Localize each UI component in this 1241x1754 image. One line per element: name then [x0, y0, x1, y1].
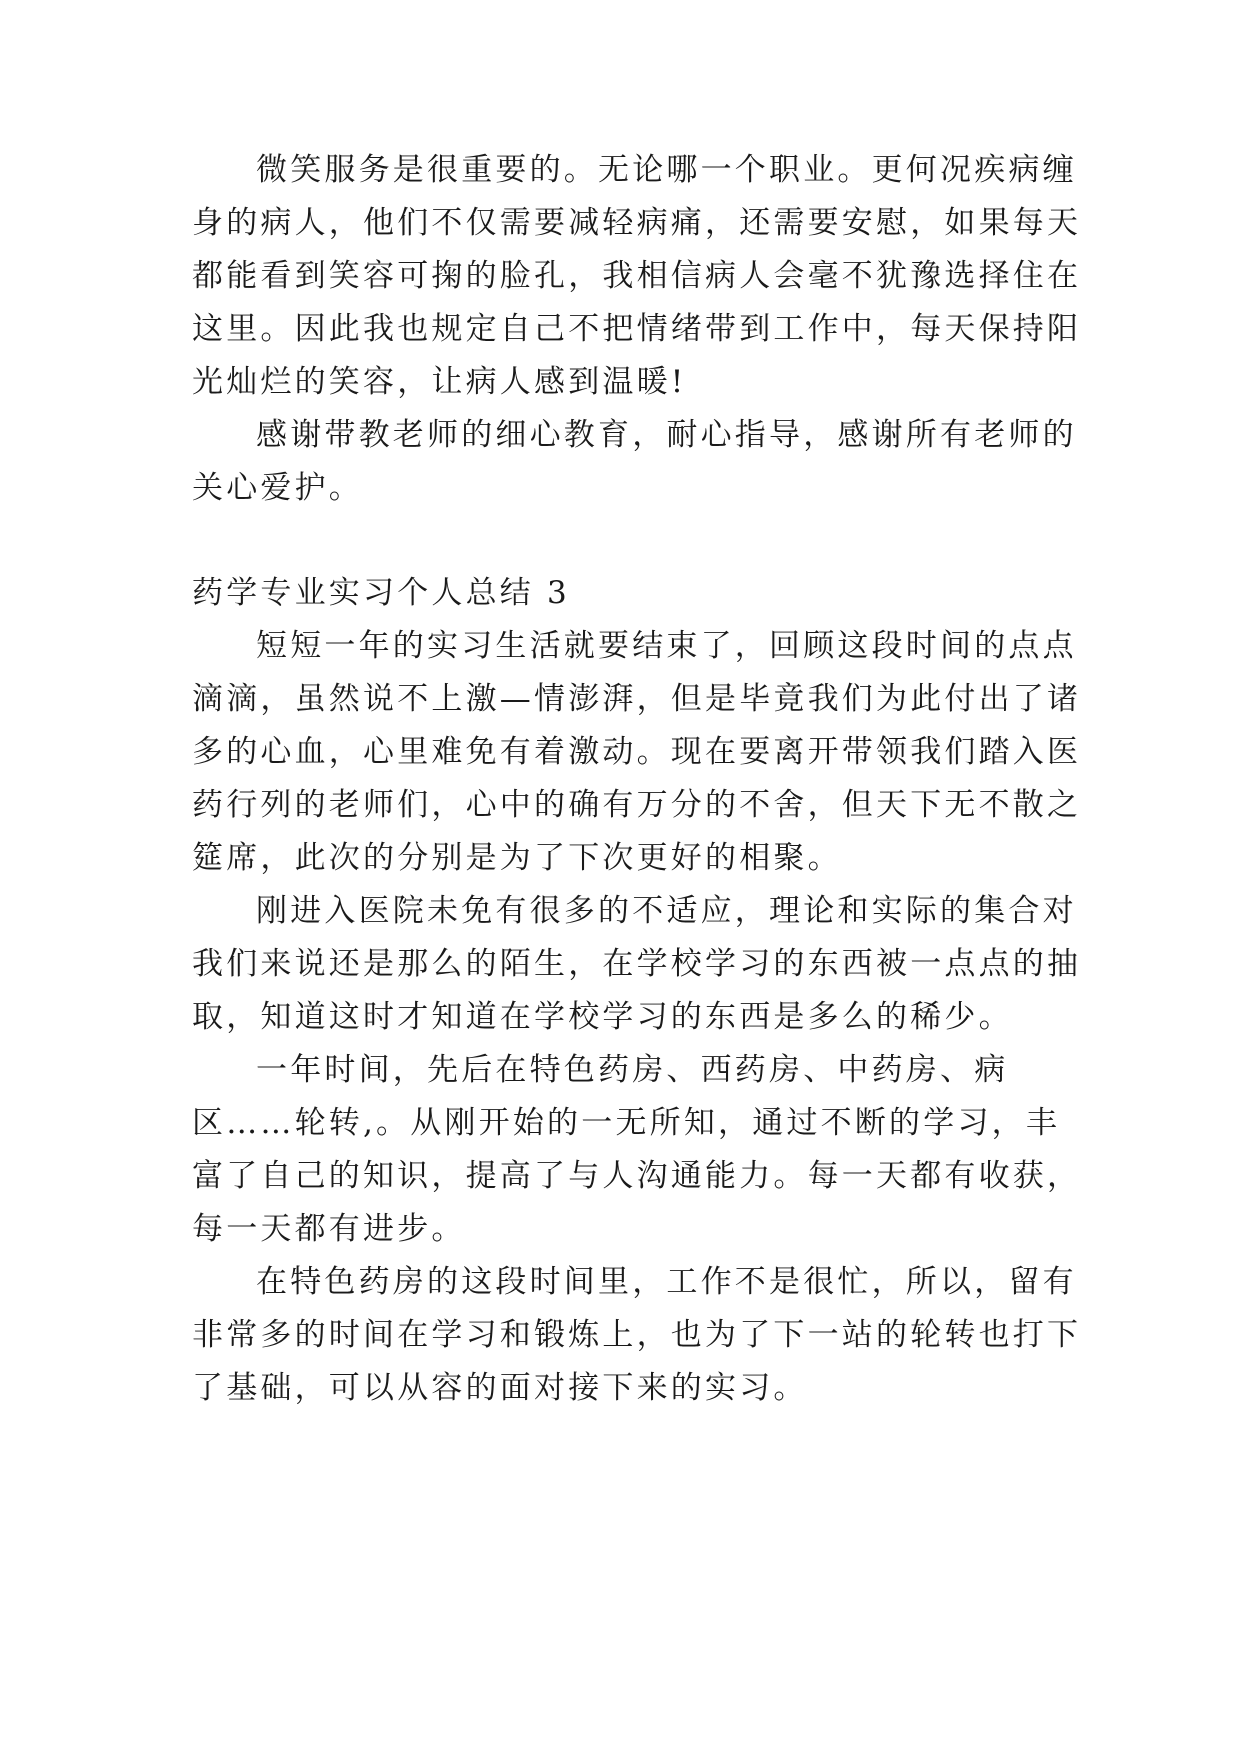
- paragraph-4-line-3: 取，知道这时才知道在学校学习的东西是多么的稀少。: [192, 999, 1013, 1035]
- paragraph-5-line-2: 区……轮转,。从刚开始的一无所知，通过不断的学习，丰: [192, 1105, 1061, 1141]
- paragraph-1-line-5: 光灿烂的笑容，让病人感到温暖!: [192, 364, 687, 400]
- paragraph-4-line-1: 刚进入医院未免有很多的不适应，理论和实际的集合对: [256, 893, 1077, 929]
- paragraph-4-line-2: 我们来说还是那么的陌生，在学校学习的东西被一点点的抽: [192, 946, 1082, 982]
- paragraph-3-line-3: 多的心血，心里难免有着激动。现在要离开带领我们踏入医: [192, 734, 1082, 770]
- paragraph-1-line-4: 这里。因此我也规定自己不把情绪带到工作中，每天保持阳: [192, 311, 1082, 347]
- paragraph-3-line-2: 滴滴，虽然说不上激—情澎湃，但是毕竟我们为此付出了诸: [192, 681, 1082, 717]
- paragraph-6-line-1: 在特色药房的这段时间里，工作不是很忙，所以，留有: [256, 1264, 1077, 1300]
- paragraph-5-line-3: 富了自己的知识，提高了与人沟通能力。每一天都有收获，: [192, 1158, 1082, 1194]
- paragraph-1-line-2: 身的病人，他们不仅需要减轻病痛，还需要安慰，如果每天: [192, 205, 1082, 241]
- paragraph-5-line-4: 每一天都有进步。: [192, 1211, 466, 1247]
- paragraph-3-line-5: 筵席，此次的分别是为了下次更好的相聚。: [192, 840, 842, 876]
- paragraph-3-line-4: 药行列的老师们，心中的确有万分的不舍，但天下无不散之: [192, 787, 1082, 823]
- paragraph-2-line-2: 关心爱护。: [192, 470, 363, 506]
- paragraph-2-line-1: 感谢带教老师的细心教育，耐心指导，感谢所有老师的: [256, 417, 1077, 453]
- paragraph-1-line-3: 都能看到笑容可掬的脸孔，我相信病人会毫不犹豫选择住在: [192, 258, 1082, 294]
- paragraph-6-line-3: 了基础，可以从容的面对接下来的实习。: [192, 1370, 808, 1406]
- paragraph-1-line-1: 微笑服务是很重要的。无论哪一个职业。更何况疾病缠: [256, 152, 1077, 188]
- paragraph-5-line-1: 一年时间，先后在特色药房、西药房、中药房、病: [256, 1052, 1009, 1088]
- paragraph-3-line-1: 短短一年的实习生活就要结束了，回顾这段时间的点点: [256, 628, 1077, 664]
- section-heading: 药学专业实习个人总结 3: [192, 575, 570, 611]
- paragraph-6-line-2: 非常多的时间在学习和锻炼上，也为了下一站的轮转也打下: [192, 1317, 1082, 1353]
